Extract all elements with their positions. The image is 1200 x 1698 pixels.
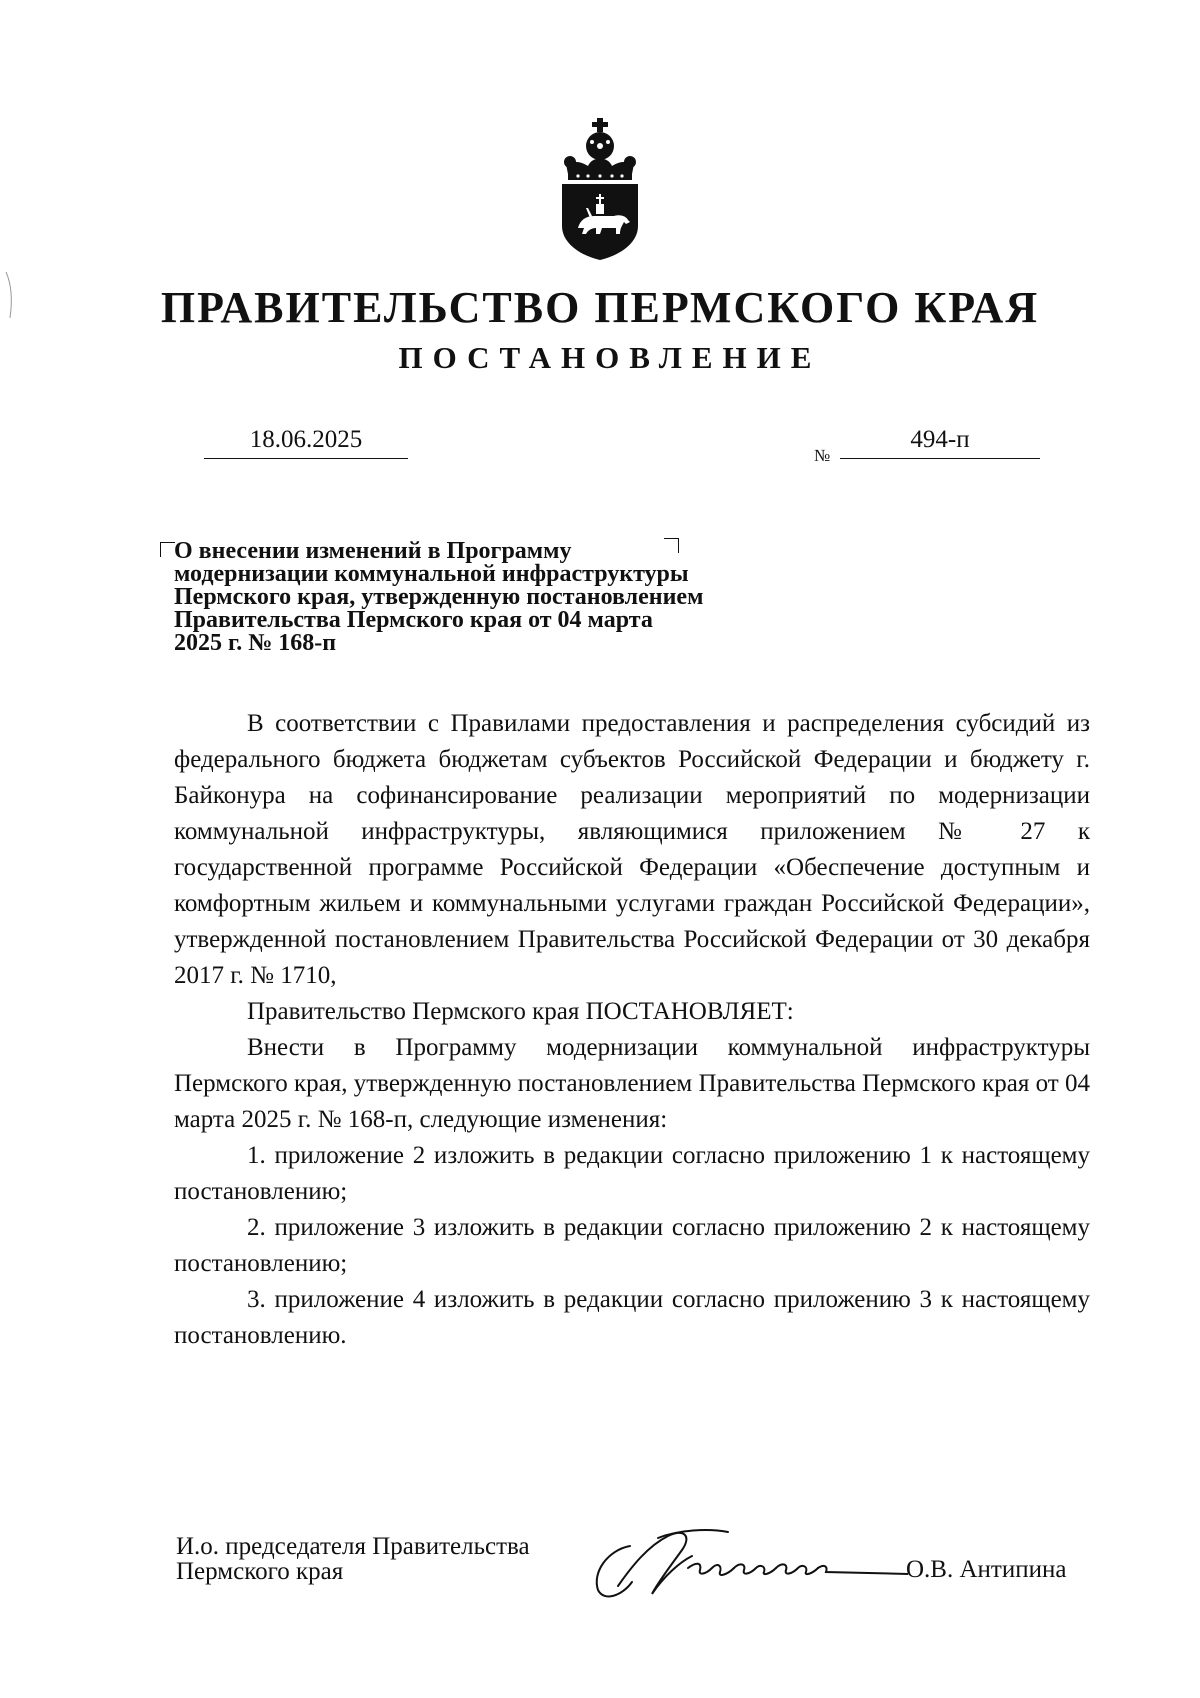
resolution-paragraph: Правительство Пермского края ПОСТАНОВЛЯЕТ: — [247, 998, 794, 1025]
amendment-item: 2. приложение 3 изложить в редакции согласно приложению 2 к настоящему постановлению; — [174, 1214, 1090, 1277]
subject-line: Пермского края, утвержденную постановлением — [174, 584, 704, 610]
subject-line: Правительства Пермского края от 04 марта — [174, 607, 653, 633]
amendment-item: 3. приложение 4 изложить в редакции согласно приложению 3 к настоящему постановлению. — [174, 1286, 1090, 1349]
document-subject — [174, 540, 894, 655]
document-type: ПОСТАНОВЛЕНИЕ — [398, 340, 822, 375]
amendment-item: 1. приложение 2 изложить в редакции согласно приложению 1 к настоящему постановлению; — [174, 1142, 1090, 1205]
preamble-paragraph: В соответствии с Правилами предоставления и распределения субсидий из федерального бюджета бюджетам субъектов Российской Федерации и бюджету г. Байконура на софинансирование реализации мероприятий по модернизации коммунальной инфраструктуры, являющимися приложением № 27 к государственной программе Российской Федерации «Обеспечение доступным и комфортным жильем и коммунальными услугами граждан Российской Федерации», утвержденной постановлением Правительства Российской Федерации от 30 декабря 2017 г. № 1710, — [174, 710, 1090, 989]
amendment-intro-paragraph: Внести в Программу модернизации коммунальной инфраструктуры Пермского края, утвержденную постановлением Правительства Пермского края от 04 марта 2025 г. № 168-п, следующие изменения: — [174, 1034, 1090, 1133]
signatory-position-line: И.о. председателя Правительства — [176, 1533, 530, 1560]
subject-line: модернизации коммунальной инфраструктуры — [174, 561, 689, 587]
document-number: 494-п — [840, 426, 1040, 459]
signer-name: О.В. Антипина — [906, 1556, 1067, 1583]
number-sign: № — [814, 446, 831, 465]
subject-line: О внесении изменений в Программу — [174, 538, 572, 564]
document-body — [174, 706, 1090, 1354]
document-date: 18.06.2025 — [204, 426, 408, 459]
government-title: ПРАВИТЕЛЬСТВО ПЕРМСКОГО КРАЯ — [160, 283, 1040, 332]
handwritten-signature-icon — [588, 1516, 908, 1606]
signatory-position-line: Пермского края — [176, 1558, 344, 1585]
subject-line: 2025 г. № 168-п — [174, 630, 337, 656]
subject-corner-left — [160, 542, 175, 557]
signatory-position — [176, 1534, 530, 1584]
coat-of-arms-icon — [556, 116, 644, 262]
